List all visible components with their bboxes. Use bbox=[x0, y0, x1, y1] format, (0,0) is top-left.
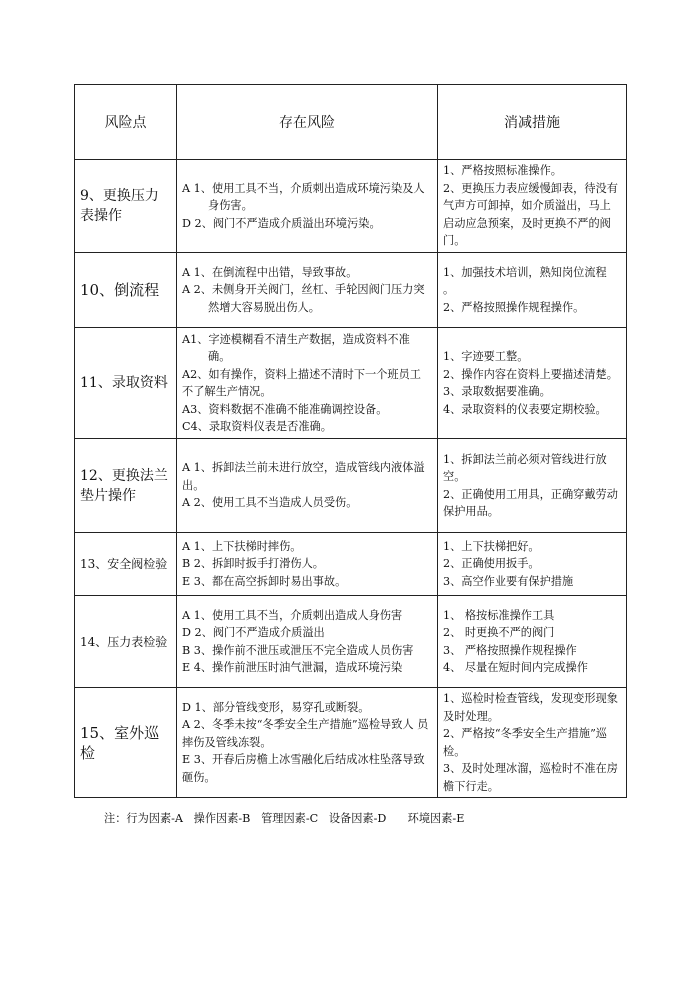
table-row bbox=[75, 596, 627, 688]
header-existing-risk: 存在风险 bbox=[177, 85, 438, 160]
risk-item: A 1、上下扶梯时摔伤。 bbox=[182, 539, 302, 553]
risk-item: D 1、部分管线变形，易穿孔或断裂。 bbox=[182, 700, 370, 714]
risk-item: A3、资料数据不准确不能准确调控设备。 bbox=[182, 402, 388, 416]
risk-item: A 1、在倒流程中出错，导致事故。 bbox=[182, 265, 358, 279]
measure-item: 2、严格按照操作规程操作。 bbox=[443, 300, 585, 314]
risk-point-cell: 12、更换法兰垫片操作 bbox=[75, 439, 177, 533]
measure-cell bbox=[438, 688, 627, 798]
measure-item: 2、正确使用工用具，正确穿戴劳动保护用品。 bbox=[443, 487, 618, 518]
risk-point-cell: 9、更换压力表操作 bbox=[75, 160, 177, 253]
measure-item: 2、更换压力表应缓慢卸表，待没有气声方可卸掉，如介质溢出，马上启动应急预案，及时更换不严的阀门。 bbox=[443, 181, 618, 248]
risk-cell bbox=[177, 533, 438, 596]
risk-cell bbox=[177, 328, 438, 439]
risk-item: A 2、冬季未按“冬季安全生产措施”巡检导致人 员摔伤及管线冻裂。 bbox=[182, 718, 429, 749]
risk-item: A1、字迹模糊看不清生产数据，造成资料不准确。 bbox=[182, 332, 410, 363]
measure-item: 3、高空作业要有保护措施 bbox=[443, 574, 574, 588]
measure-cell bbox=[438, 160, 627, 253]
measure-cell bbox=[438, 596, 627, 688]
risk-point-cell: 15、室外巡检 bbox=[75, 688, 177, 798]
measure-cell bbox=[438, 439, 627, 533]
risk-item: C4、录取资料仪表是否准确。 bbox=[182, 420, 332, 433]
risk-cell bbox=[177, 160, 438, 253]
measure-cell bbox=[438, 328, 627, 439]
measure-item: 4、 尽量在短时间内完成操作 bbox=[443, 661, 588, 674]
table-header-row bbox=[75, 85, 627, 160]
risk-cell bbox=[177, 596, 438, 688]
risk-item: D 2、阀门不严造成介质溢出 bbox=[182, 626, 325, 639]
measure-item: 1、巡检时检查管线，发现变形现象及时处理。 bbox=[443, 692, 618, 723]
risk-item: A 2、未侧身开关阀门，丝杠、手轮因阀门压力突然增大容易脱出伤人。 bbox=[182, 283, 425, 314]
risk-item: A2、如有操作，资料上描述不清时下一个班员工不了解生产情况。 bbox=[182, 367, 421, 398]
measure-item: 3、及时处理冰溜，巡检时不准在房檐下行走。 bbox=[443, 762, 618, 793]
measure-item: 3、 严格按照操作规程操作 bbox=[443, 643, 577, 657]
risk-item: E 4、操作前泄压时油气泄漏，造成环境污染 bbox=[182, 661, 403, 674]
risk-item: E 3、都在高空拆卸时易出事故。 bbox=[182, 574, 347, 588]
risk-item: A 1、拆卸法兰前未进行放空，造成管线内液体溢出。 bbox=[182, 461, 425, 492]
risk-item: A 1、使用工具不当，介质刺出造成环境污染及人身伤害。 bbox=[182, 181, 425, 213]
measure-item: 1、严格按照标准操作。 bbox=[443, 164, 562, 178]
measure-item: 1、 格按标准操作工具 bbox=[443, 608, 555, 622]
table-row bbox=[75, 160, 627, 253]
risk-point-cell: 14、压力表检验 bbox=[75, 596, 177, 688]
risk-point-cell: 11、录取资料 bbox=[75, 328, 177, 439]
risk-item: A 2、使用工具不当造成人员受伤。 bbox=[182, 496, 358, 510]
measure-item: 1、拆卸法兰前必须对管线进行放空。 bbox=[443, 452, 607, 483]
measure-item: 2、严格按“冬季安全生产措施”巡检。 bbox=[443, 727, 607, 758]
table-row bbox=[75, 688, 627, 798]
risk-point-cell: 10、倒流程 bbox=[75, 253, 177, 328]
risk-item: D 2、阀门不严造成介质溢出环境污染。 bbox=[182, 216, 381, 230]
risk-item: B 3、操作前不泄压或泄压不完全造成人员伤害 bbox=[182, 643, 414, 657]
measure-item: 1、字迹要工整。 bbox=[443, 350, 529, 363]
measure-cell bbox=[438, 253, 627, 328]
measure-item: 2、正确使用扳手。 bbox=[443, 557, 540, 571]
table-row bbox=[75, 533, 627, 596]
footnote-legend: 注：行为因素-A 操作因素-B 管理因素-C 设备因素-D 环境因素-E bbox=[104, 812, 465, 825]
measure-item: 1、加强技术培训，熟知岗位流程 。 bbox=[443, 265, 607, 297]
risk-cell bbox=[177, 688, 438, 798]
table-row bbox=[75, 439, 627, 533]
risk-table bbox=[74, 84, 627, 798]
risk-item: A 1、使用工具不当，介质刺出造成人身伤害 bbox=[182, 608, 403, 622]
table-row bbox=[75, 253, 627, 328]
risk-item: B 2、拆卸时扳手打滑伤人。 bbox=[182, 557, 324, 571]
measure-item: 3、录取数据要准确。 bbox=[443, 385, 551, 398]
header-risk-point: 风险点 bbox=[75, 85, 177, 160]
measure-item: 2、操作内容在资料上要描述清楚。 bbox=[443, 367, 618, 381]
risk-cell bbox=[177, 439, 438, 533]
risk-item: E 3、开春后房檐上冰雪融化后结成冰柱坠落导致砸伤。 bbox=[182, 753, 425, 784]
risk-cell bbox=[177, 253, 438, 328]
header-mitigation: 消减措施 bbox=[438, 85, 627, 160]
measure-item: 2、 时更换不严的阀门 bbox=[443, 626, 555, 639]
table-row bbox=[75, 328, 627, 439]
risk-point-cell: 13、安全阀检验 bbox=[75, 533, 177, 596]
measure-item: 4、录取资料的仪表要定期校验。 bbox=[443, 402, 607, 416]
measure-cell bbox=[438, 533, 627, 596]
measure-item: 1、上下扶梯把好。 bbox=[443, 539, 540, 553]
